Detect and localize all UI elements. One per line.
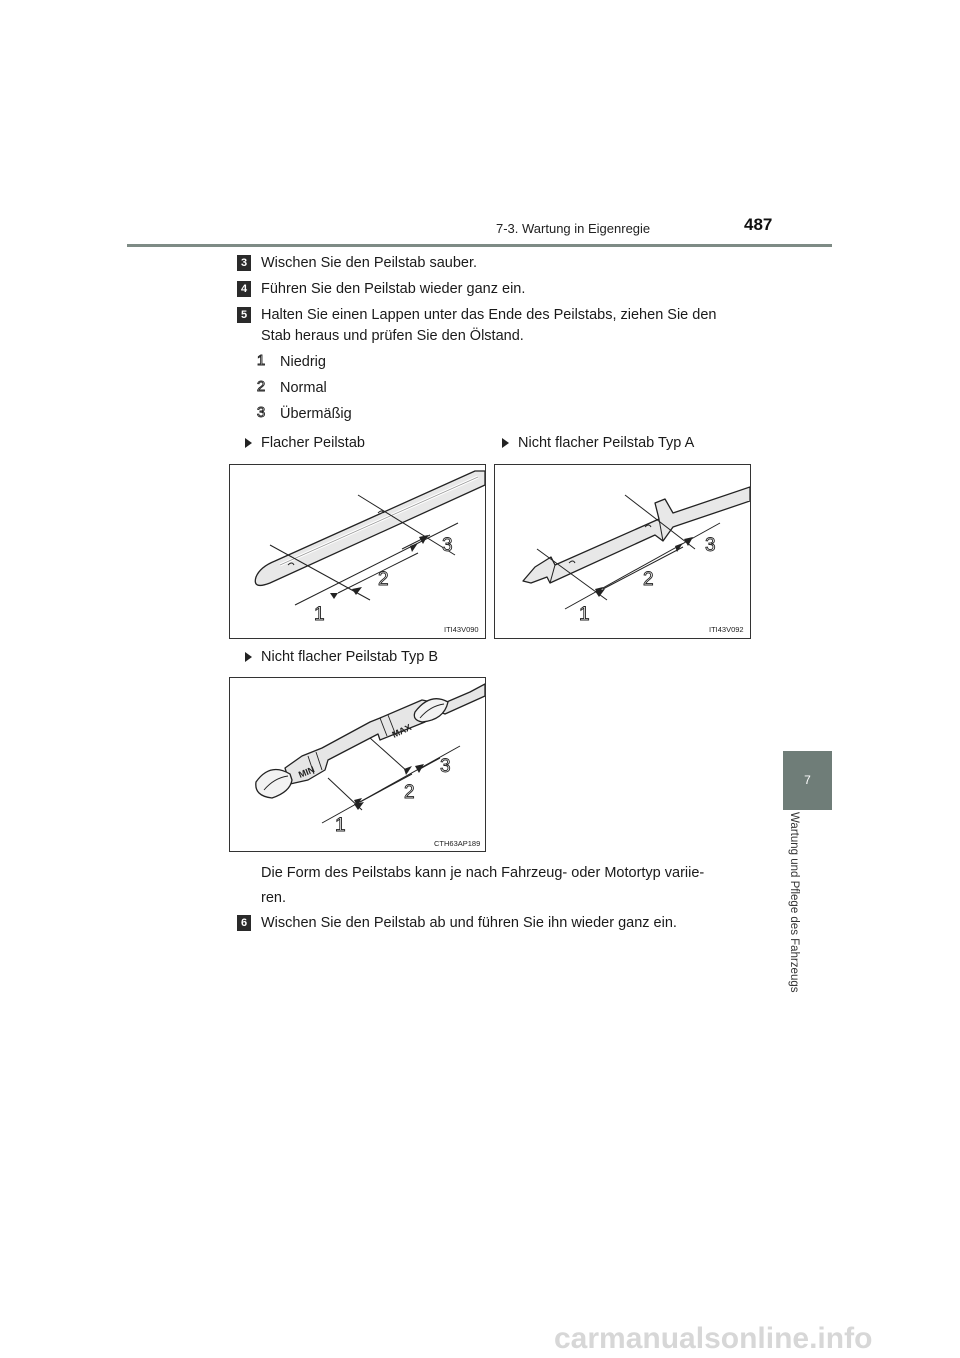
callout-2: 2 xyxy=(404,782,415,803)
step-6-text: Wischen Sie den Peilstab ab und führen Sie ihn wieder ganz ein. xyxy=(261,915,677,931)
legend-label-excessive: Übermäßig xyxy=(280,406,352,422)
step-4-text: Führen Sie den Peilstab wieder ganz ein. xyxy=(261,281,526,297)
callout-3: 3 xyxy=(705,535,716,556)
note-line1: Die Form des Peilstabs kann je nach Fahrzeug- oder Motortyp variie- xyxy=(261,865,705,881)
callout-2: 2 xyxy=(643,569,654,590)
caption-arrow-icon xyxy=(502,438,509,448)
caption-type-b: Nicht flacher Peilstab Typ B xyxy=(261,649,439,665)
legend-label-normal: Normal xyxy=(280,380,327,396)
caption-arrow-icon xyxy=(245,652,252,662)
legend-num-1: 1 xyxy=(256,352,266,369)
step-5-text-line1: Halten Sie einen Lappen unter das Ende des Peilstabs, ziehen Sie den xyxy=(261,307,717,323)
step-badge-3: 3 xyxy=(237,255,251,271)
section-title: 7-3. Wartung in Eigenregie xyxy=(496,221,651,236)
legend-label-low: Niedrig xyxy=(280,354,326,370)
page-number: 487 xyxy=(744,215,773,234)
figure-type-a xyxy=(494,464,751,639)
callout-3: 3 xyxy=(442,535,453,556)
figure-code: ITI43V090 xyxy=(444,625,479,634)
note-line2: ren. xyxy=(261,890,286,906)
watermark: carmanualsonline.info xyxy=(554,1322,873,1355)
figure-code: CTH63AP189 xyxy=(434,839,481,848)
chapter-title-text: Wartung und Pflege des Fahrzeugs xyxy=(788,812,800,993)
dipstick-illustration xyxy=(230,678,485,851)
dipstick-illustration xyxy=(495,465,750,638)
chapter-tab[interactable]: 7 xyxy=(783,751,832,810)
caption-type-a: Nicht flacher Peilstab Typ A xyxy=(518,435,695,451)
step-badge-6: 6 xyxy=(237,915,251,931)
figure-code: ITI43V092 xyxy=(709,625,744,634)
step-badge-4: 4 xyxy=(237,281,251,297)
legend-num-3: 3 xyxy=(256,404,266,421)
mark-max: MAX xyxy=(390,722,413,740)
callout-2: 2 xyxy=(378,569,389,590)
callout-1: 1 xyxy=(335,815,346,836)
callout-1: 1 xyxy=(579,604,590,625)
step-5-text-line2: Stab heraus und prüfen Sie den Ölstand. xyxy=(261,328,524,344)
header-rule xyxy=(127,244,832,247)
figure-flat-dipstick xyxy=(229,464,486,639)
caption-arrow-icon xyxy=(245,438,252,448)
legend-num-2: 2 xyxy=(256,378,266,395)
dipstick-illustration xyxy=(230,465,485,638)
figure-type-b xyxy=(229,677,486,852)
caption-flat-dipstick: Flacher Peilstab xyxy=(261,435,365,451)
step-badge-5: 5 xyxy=(237,307,251,323)
callout-3: 3 xyxy=(440,756,451,777)
callout-1: 1 xyxy=(314,604,325,625)
chapter-title xyxy=(788,812,810,1032)
mark-min: MIN xyxy=(297,764,317,780)
step-3-text: Wischen Sie den Peilstab sauber. xyxy=(261,255,478,271)
